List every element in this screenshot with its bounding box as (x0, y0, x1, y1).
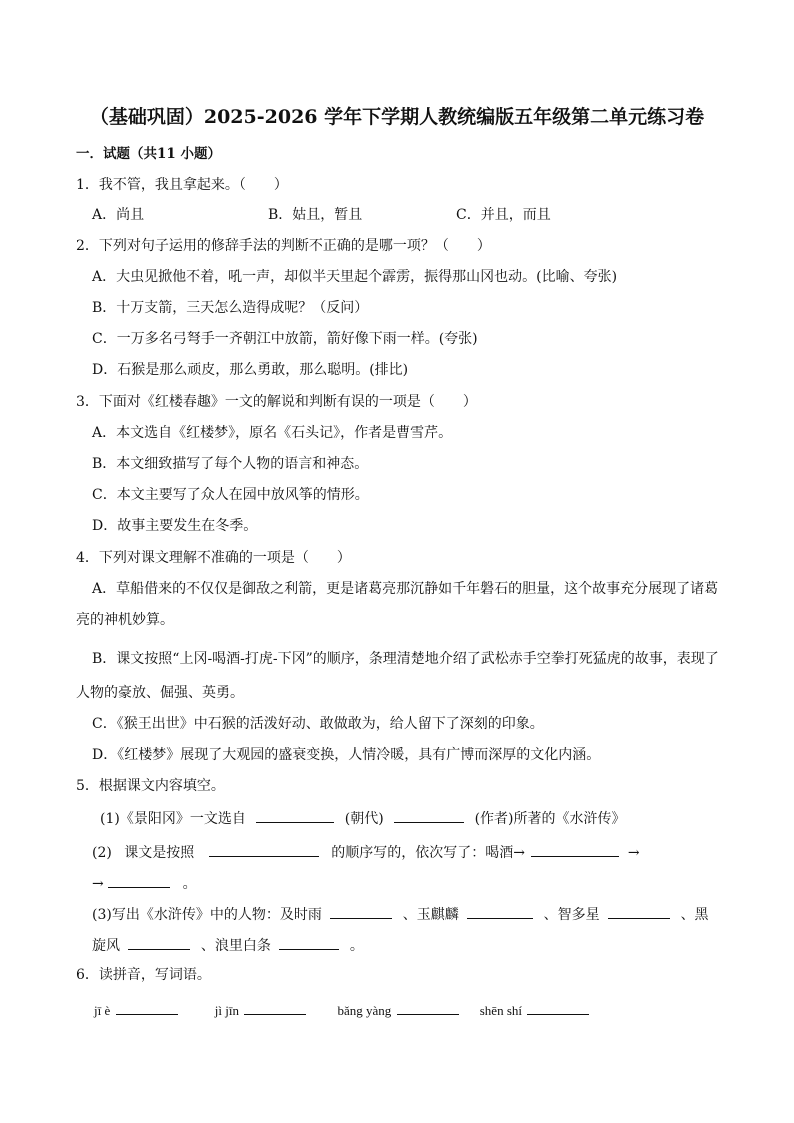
question-6-stem: 6．读拼音，写词语。 (76, 967, 211, 983)
q5-p3-text-g: 。 (349, 938, 364, 954)
question-3-option-d: D．故事主要发生在冬季。 (92, 518, 258, 534)
q5-p1-text-c: (作者)所著的《水浒传》 (474, 811, 626, 827)
q5-p3-blank-2[interactable] (467, 904, 533, 919)
pinyin-word-4: shēn shí (479, 1003, 522, 1018)
q5-p2-text-c: 的顺序写的，依次写了：喝酒→ (331, 845, 525, 861)
question-1-option-a: A．尚且 (92, 207, 145, 223)
question-5-part-3 (92, 904, 709, 924)
question-2-stem: 2．下列对句子运用的修辞手法的判断不正确的是哪一项？（ ） (76, 238, 491, 254)
question-2-option-a: A．大虫见掀他不着，吼一声，却似半天里起个霹雳，振得那山冈也动。(比喻、夸张) (92, 269, 618, 285)
question-3-option-a: A．本文选自《红楼梦》，原名《石头记》，作者是曹雪芹。 (92, 425, 453, 441)
q5-p3-text-b: 、玉麒麟 (402, 907, 459, 923)
q5-p3-blank-5[interactable] (279, 935, 339, 950)
pinyin-blank-1[interactable] (116, 1000, 178, 1015)
q5-p2-blank-order[interactable] (209, 842, 319, 857)
q5-p2-arrow: → (627, 845, 640, 861)
pinyin-word-3: bǎng yàng (337, 1003, 392, 1018)
question-6-pinyin-row (94, 1000, 589, 1020)
question-4-option-a-line1: A．草船借来的不仅仅是御敌之利箭，更是诸葛亮那沉静如千年磐石的胆量，这个故事充分展现了诸葛 (92, 581, 719, 597)
question-5-part-2-cont (92, 873, 197, 893)
pinyin-word-1: jī è (94, 1003, 111, 1018)
question-2-option-b: B．十万支箭，三天怎么造得成呢？（反问） (92, 300, 369, 316)
q5-p1-blank-author[interactable] (394, 808, 464, 823)
pinyin-blank-4[interactable] (527, 1000, 589, 1015)
question-5-part-1 (100, 808, 626, 828)
q5-p2-text-a: (2) (92, 845, 112, 861)
q5-p3-blank-3[interactable] (608, 904, 670, 919)
pinyin-blank-3[interactable] (397, 1000, 459, 1015)
section-heading: 一．试题（共11 小题） (76, 146, 221, 162)
q5-p2-blank-step-2[interactable] (531, 842, 619, 857)
question-4-option-b-line1: B．课文按照“上冈-喝酒-打虎-下冈”的顺序，条理清楚地介绍了武松赤手空拳打死猛虎的故事，表现了 (92, 651, 719, 667)
q5-p3-text-e: 旋风 (92, 938, 120, 954)
q5-p1-text-b: (朝代) (344, 811, 384, 827)
question-2-option-d: D．石猴是那么顽皮，那么勇敢，那么聪明。(排比) (92, 362, 409, 378)
question-3-stem: 3．下面对《红楼春趣》一文的解说和判断有误的一项是（ ） (76, 394, 477, 410)
q5-p1-text-a: (1)《景阳冈》一文选自 (100, 811, 246, 827)
q5-p3-text-a: (3)写出《水浒传》中的人物：及时雨 (92, 907, 322, 923)
page-title: （基础巩固）2025-2026 学年下学期人教统编版五年级第二单元练习卷 (89, 106, 705, 128)
pinyin-blank-2[interactable] (244, 1000, 306, 1015)
question-3-option-c: C．本文主要写了众人在园中放风筝的情形。 (92, 487, 369, 503)
question-4-option-d: D．《红楼梦》展现了大观园的盛衰变换，人情冷暖，具有广博而深厚的文化内涵。 (92, 747, 601, 763)
q5-p3-text-f: 、浪里白条 (200, 938, 271, 954)
question-4-option-b-line2: 人物的豪放、倔强、英勇。 (76, 685, 244, 701)
question-2-option-c: C．一万多名弓弩手一齐朝江中放箭，箭好像下雨一样。(夸张) (92, 331, 478, 347)
question-1-option-b: B．姑且，暂且 (268, 207, 363, 223)
q5-p1-blank-dynasty[interactable] (256, 808, 334, 823)
q5-p3-blank-4[interactable] (128, 935, 190, 950)
question-5-part-2 (92, 842, 720, 862)
q5-p2-arrow-2: → (92, 876, 104, 892)
question-4-stem: 4．下列对课文理解不准确的一项是（ ） (76, 550, 351, 566)
question-5-part-3-cont (92, 935, 364, 955)
question-4-option-a-line2: 亮的神机妙算。 (76, 612, 174, 628)
question-4-option-c: C．《猴王出世》中石猴的活泼好动、敢做敢为，给人留下了深刻的印象。 (92, 716, 544, 732)
question-5-stem: 5．根据课文内容填空。 (76, 778, 225, 794)
q5-p3-text-d: 、黑 (680, 907, 709, 923)
question-1-stem: 1．我不管，我且拿起来。（ ） (76, 177, 288, 193)
q5-p3-blank-1[interactable] (330, 904, 392, 919)
q5-p2-text-b: 课文是按照 (124, 845, 195, 861)
question-1-option-c: C．并且，而且 (456, 207, 551, 223)
pinyin-word-2: jì jīn (214, 1003, 239, 1018)
q5-p3-text-c: 、智多星 (543, 907, 600, 923)
question-3-option-b: B．本文细致描写了每个人物的语言和神态。 (92, 456, 369, 472)
q5-p2-blank-step-3[interactable] (108, 873, 170, 888)
q5-p2-end: 。 (182, 876, 197, 892)
